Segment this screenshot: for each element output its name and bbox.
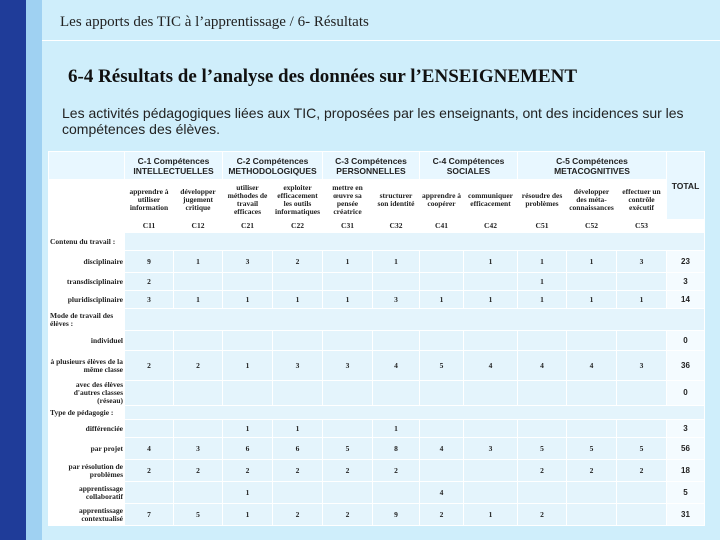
code-cell: C51 <box>518 220 567 233</box>
table-cell <box>273 482 323 504</box>
table-cell <box>174 331 223 351</box>
table-row <box>49 251 705 273</box>
table-cell: 1 <box>464 291 518 309</box>
group-header-c5: C-5 Compétences METACOGNITIVES <box>518 152 667 180</box>
table-cell: 3 <box>617 251 667 273</box>
section-label: Contenu du travail : <box>49 233 125 251</box>
table-cell <box>223 381 273 406</box>
code-cell: C41 <box>420 220 464 233</box>
table-cell: 4 <box>420 482 464 504</box>
table-cell <box>125 381 174 406</box>
table-cell: 5 <box>518 438 567 460</box>
table-cell: 2 <box>273 460 323 482</box>
code-cell: C22 <box>273 220 323 233</box>
table-cell: 2 <box>174 460 223 482</box>
table-cell: 1 <box>273 291 323 309</box>
table-cell <box>567 504 617 526</box>
table-cell <box>464 460 518 482</box>
code-cell: C42 <box>464 220 518 233</box>
table-cell: 2 <box>323 460 373 482</box>
table-cell <box>125 331 174 351</box>
row-label: individuel <box>49 331 125 351</box>
table-cell: 1 <box>464 251 518 273</box>
table-row <box>49 381 705 406</box>
section-fill <box>125 233 705 251</box>
table-cell: 2 <box>420 504 464 526</box>
table-cell <box>617 331 667 351</box>
table-cell: 2 <box>125 460 174 482</box>
table-cell: 1 <box>174 291 223 309</box>
section-title: 6-4 Résultats de l’analyse des données sur l’ENSEIGNEMENT <box>68 66 578 87</box>
table-cell: 3 <box>464 438 518 460</box>
subheader-corner <box>49 180 125 220</box>
table-cell: 5 <box>617 438 667 460</box>
subheader-cell: effectuer un contrôle exécutif <box>617 180 667 220</box>
table-cell: 3 <box>373 291 420 309</box>
table-cell <box>567 420 617 438</box>
table-cell: 1 <box>174 251 223 273</box>
table-cell <box>567 381 617 406</box>
group-header-c2: C-2 Compétences METHODOLOGIQUES <box>223 152 323 180</box>
table-cell: 4 <box>373 351 420 381</box>
section-label: Type de pédagogie : <box>49 406 125 420</box>
table-cell: 1 <box>567 291 617 309</box>
table-cell <box>323 482 373 504</box>
table-cell <box>373 273 420 291</box>
table-cell: 7 <box>125 504 174 526</box>
table-cell <box>420 251 464 273</box>
table-cell <box>420 420 464 438</box>
table-cell <box>323 420 373 438</box>
subheader-cell: apprendre à coopérer <box>420 180 464 220</box>
code-cell: C32 <box>373 220 420 233</box>
table-row <box>49 438 705 460</box>
table-cell: 5 <box>567 438 617 460</box>
table-cell: 1 <box>223 504 273 526</box>
table-cell <box>273 273 323 291</box>
row-total: 23 <box>667 251 705 273</box>
table-cell <box>518 331 567 351</box>
table-cell <box>464 381 518 406</box>
table-cell: 3 <box>273 351 323 381</box>
table-cell: 2 <box>567 460 617 482</box>
table-cell <box>174 273 223 291</box>
row-total: 3 <box>667 273 705 291</box>
table-cell: 3 <box>323 351 373 381</box>
row-total: 56 <box>667 438 705 460</box>
table-cell: 5 <box>323 438 373 460</box>
table-cell: 1 <box>464 504 518 526</box>
table-cell: 1 <box>617 291 667 309</box>
table-cell: 1 <box>223 291 273 309</box>
row-total: 0 <box>667 381 705 406</box>
slide-header-title: Les apports des TIC à l’apprentissage / 6- Résultats <box>60 14 369 30</box>
row-total: 31 <box>667 504 705 526</box>
section-fill <box>125 406 705 420</box>
table-cell <box>125 420 174 438</box>
table-cell: 1 <box>518 251 567 273</box>
table-cell: 4 <box>518 351 567 381</box>
table-cell: 1 <box>518 273 567 291</box>
table-cell <box>373 331 420 351</box>
table-cell: 2 <box>174 351 223 381</box>
table-cell <box>174 482 223 504</box>
table-cell <box>420 331 464 351</box>
section-label: Mode de travail des élèves : <box>49 309 125 331</box>
table-cell: 3 <box>174 438 223 460</box>
table-cell <box>518 381 567 406</box>
table-cell <box>464 331 518 351</box>
table-cell: 1 <box>223 420 273 438</box>
table-cell <box>617 273 667 291</box>
table-cell: 2 <box>125 273 174 291</box>
subheader-row <box>49 180 705 220</box>
row-total: 14 <box>667 291 705 309</box>
group-header-c1: C-1 Compétences INTELLECTUELLES <box>125 152 223 180</box>
code-cell: C21 <box>223 220 273 233</box>
table-cell <box>323 331 373 351</box>
table-cell <box>125 482 174 504</box>
subheader-cell: développer des méta-connaissances <box>567 180 617 220</box>
table-cell: 4 <box>125 438 174 460</box>
corner-cell <box>49 152 125 180</box>
table-cell: 8 <box>373 438 420 460</box>
row-label: disciplinaire <box>49 251 125 273</box>
table-cell: 1 <box>223 351 273 381</box>
row-label: différenciée <box>49 420 125 438</box>
table-cell <box>373 482 420 504</box>
row-label: avec des élèves d'autres classes (réseau) <box>49 381 125 406</box>
subheader-cell: mettre en œuvre sa pensée créatrice <box>323 180 373 220</box>
code-row <box>49 220 705 233</box>
subheader-cell: communiquer efficacement <box>464 180 518 220</box>
code-cell: C11 <box>125 220 174 233</box>
code-cell: C12 <box>174 220 223 233</box>
code-cell: C31 <box>323 220 373 233</box>
table-cell: 2 <box>617 460 667 482</box>
table-cell <box>464 420 518 438</box>
table-cell: 1 <box>518 291 567 309</box>
table-cell: 2 <box>223 460 273 482</box>
table-cell: 3 <box>617 351 667 381</box>
table-cell <box>617 381 667 406</box>
table-cell <box>323 273 373 291</box>
total-header: TOTAL <box>667 152 705 220</box>
table-cell: 2 <box>323 504 373 526</box>
row-label: transdisciplinaire <box>49 273 125 291</box>
subheader-cell: développer jugement critique <box>174 180 223 220</box>
table-cell <box>617 504 667 526</box>
subheader-cell: structurer son identité <box>373 180 420 220</box>
table-cell: 9 <box>125 251 174 273</box>
row-label: apprentissage collaboratif <box>49 482 125 504</box>
table-cell: 1 <box>420 291 464 309</box>
table-cell: 6 <box>273 438 323 460</box>
table-cell: 2 <box>373 460 420 482</box>
table-cell <box>373 381 420 406</box>
subheader-cell: résoudre des problèmes <box>518 180 567 220</box>
table-cell <box>518 420 567 438</box>
table-cell <box>464 273 518 291</box>
table-cell: 6 <box>223 438 273 460</box>
table-cell: 1 <box>223 482 273 504</box>
table-cell <box>174 420 223 438</box>
row-label: pluridisciplinaire <box>49 291 125 309</box>
table-cell <box>567 482 617 504</box>
row-label: apprentissage contextualisé <box>49 504 125 526</box>
group-header-c3: C-3 Compétences PERSONNELLES <box>323 152 420 180</box>
table-row <box>49 460 705 482</box>
table-cell <box>617 482 667 504</box>
table-cell <box>420 460 464 482</box>
table-section-row <box>49 233 705 251</box>
table-cell <box>223 331 273 351</box>
table-section-row <box>49 309 705 331</box>
code-total-blank <box>667 220 705 233</box>
table-cell <box>223 273 273 291</box>
row-label: par résolution de problèmes <box>49 460 125 482</box>
table-row <box>49 331 705 351</box>
section-fill <box>125 309 705 331</box>
table-cell <box>323 381 373 406</box>
table-cell: 2 <box>518 460 567 482</box>
table-cell <box>420 381 464 406</box>
table-cell: 9 <box>373 504 420 526</box>
left-accent-stripe <box>26 0 42 540</box>
table-row <box>49 291 705 309</box>
table-cell: 3 <box>223 251 273 273</box>
table-body <box>49 233 705 526</box>
row-total: 3 <box>667 420 705 438</box>
table-cell <box>174 381 223 406</box>
row-label: par projet <box>49 438 125 460</box>
code-cell: C53 <box>617 220 667 233</box>
table-row <box>49 351 705 381</box>
row-label: à plusieurs élèves de la même classe <box>49 351 125 381</box>
subheader-cell: utiliser méthodes de travail efficaces <box>223 180 273 220</box>
table-cell: 3 <box>125 291 174 309</box>
table-cell: 5 <box>174 504 223 526</box>
row-total: 5 <box>667 482 705 504</box>
table-cell <box>464 482 518 504</box>
row-total: 0 <box>667 331 705 351</box>
table-cell: 1 <box>567 251 617 273</box>
table-cell: 4 <box>420 438 464 460</box>
table-cell <box>273 381 323 406</box>
table-cell: 1 <box>273 420 323 438</box>
table-cell: 4 <box>464 351 518 381</box>
table-row <box>49 482 705 504</box>
table-cell: 2 <box>125 351 174 381</box>
table-cell: 1 <box>323 291 373 309</box>
results-table <box>48 151 705 526</box>
table-cell: 4 <box>567 351 617 381</box>
code-cell: C52 <box>567 220 617 233</box>
table-cell: 2 <box>273 251 323 273</box>
table-row <box>49 504 705 526</box>
table-cell <box>518 482 567 504</box>
code-corner <box>49 220 125 233</box>
table-cell: 2 <box>518 504 567 526</box>
intro-paragraph: Les activités pédagogiques liées aux TIC, proposées par les enseignants, ont des incidences sur les compétences des élèves. <box>62 105 684 137</box>
table-cell: 1 <box>323 251 373 273</box>
table-cell: 1 <box>373 251 420 273</box>
table-cell <box>273 331 323 351</box>
subheader-cell: apprendre à utiliser information <box>125 180 174 220</box>
row-total: 36 <box>667 351 705 381</box>
row-total: 18 <box>667 460 705 482</box>
header-divider <box>42 40 720 41</box>
table-cell: 2 <box>273 504 323 526</box>
table-section-row <box>49 406 705 420</box>
table-cell <box>617 420 667 438</box>
table-row <box>49 420 705 438</box>
table-cell <box>420 273 464 291</box>
table-row <box>49 273 705 291</box>
table-cell: 1 <box>373 420 420 438</box>
table-cell <box>567 331 617 351</box>
table-cell: 5 <box>420 351 464 381</box>
left-accent-bar <box>0 0 26 540</box>
table-cell <box>567 273 617 291</box>
subheader-cell: exploiter efficacement les outils informatiques <box>273 180 323 220</box>
group-header-c4: C-4 Compétences SOCIALES <box>420 152 518 180</box>
